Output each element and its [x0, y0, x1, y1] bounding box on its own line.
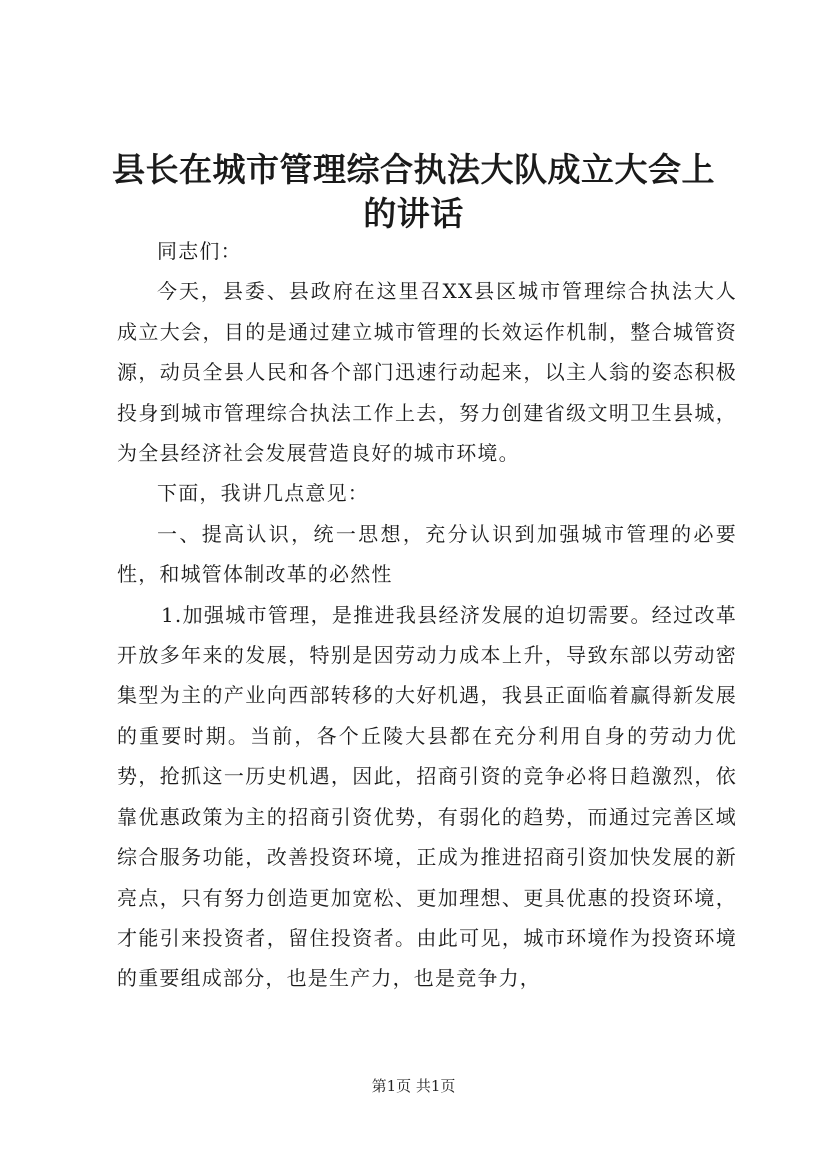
document-body	[117, 231, 737, 999]
section-heading-paragraph: 一、提高认识，统一思想，充分认识到加强城市管理的必要性，和城管体制改革的必然性	[117, 521, 737, 587]
document-title: 县长在城市管理综合执法大队成立大会上的讲话	[112, 150, 715, 233]
intro-paragraph: 下面，我讲几点意见：	[157, 481, 369, 506]
page-footer: 第1页 共1页	[371, 1077, 456, 1095]
opening-paragraph: 今天，县委、县政府在这里召XX县区城市管理综合执法大人成立大会，目的是通过建立城市管理的长效运作机制，整合城管资源，动员全县人民和各个部门迅速行动起来，以主人翁的姿态积极投身到城市管理综合执法工作上去，努力创建省级文明卫生县城，为全县经济社会发展营造良好的城市环境。	[117, 279, 737, 466]
salutation-paragraph: 同志们：	[157, 239, 242, 263]
point-one-paragraph: 1.加强城市管理，是推进我县经济发展的迫切需要。经过改革开放多年来的发展，特别是因劳动力成本上升，导致东部以劳动密集型为主的产业向西部转移的大好机遇，我县正面临着赢得新发展的重要时期。当前，各个丘陵大县都在充分利用自身的劳动力优势，抢抓这一历史机遇，因此，招商引资的竞争必将日趋激烈，依靠优惠政策为主的招商引资优势，有弱化的趋势，而通过完善区域综合服务功能，改善投资环境，正成为推进招商引资加快发展的新亮点，只有努力创造更加宽松、更加理想、更具优惠的投资环境，才能引来投资者，留住投资者。由此可见，城市环境作为投资环境的重要组成部分，也是生产力，也是竞争力，	[117, 602, 737, 991]
